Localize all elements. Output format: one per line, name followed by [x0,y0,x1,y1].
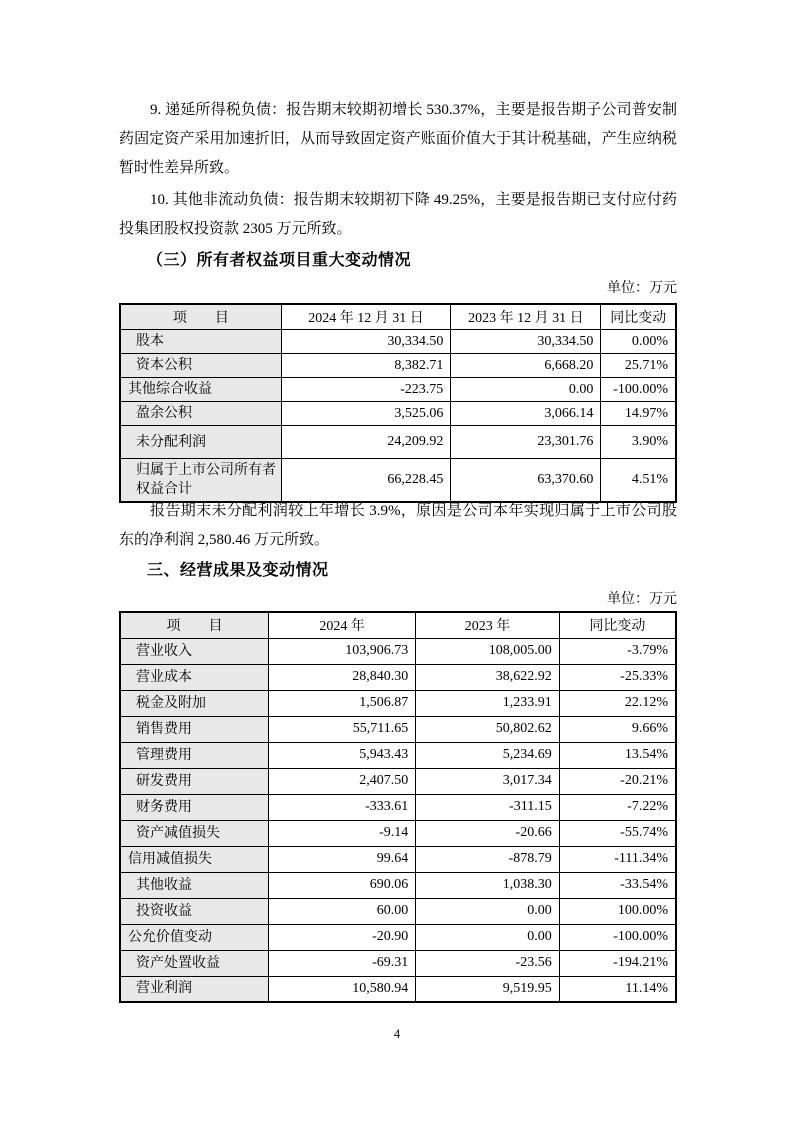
item-cell: 营业收入 [120,638,268,664]
prior-period-cell: 23,301.76 [451,426,601,459]
item-cell: 归属于上市公司所有者权益合计 [120,459,281,503]
operating-results-table [119,611,677,1003]
prior-period-cell: 0.00 [416,924,559,950]
change-cell: -55.74% [559,820,676,846]
current-period-cell: 690.06 [268,872,415,898]
table-row [120,820,676,846]
table-row [120,330,676,354]
current-period-cell: -20.90 [268,924,415,950]
prior-period-cell: 1,038.30 [416,872,559,898]
change-cell: -20.21% [559,768,676,794]
table-row [120,664,676,690]
current-period-cell: 24,209.92 [281,426,451,459]
table-row [120,354,676,378]
current-period-cell: -333.61 [268,794,415,820]
change-cell: -111.34% [559,846,676,872]
paragraph-retained-earnings-note: 报告期末未分配利润较上年增长 3.9%，原因是公司本年实现归属于上市公司股东的净利润 2,580.46 万元所致。 [119,503,677,548]
operating-unit-label: 单位：万元 [607,592,677,607]
current-period-cell: -69.31 [268,950,415,976]
prior-period-cell: -23.56 [416,950,559,976]
equity-changes-table [119,303,677,503]
change-cell: 13.54% [559,742,676,768]
table-row [120,846,676,872]
item-cell: 股本 [120,330,281,354]
item-cell: 营业利润 [120,976,268,1002]
item-cell: 其他综合收益 [120,378,281,402]
current-period-cell: 66,228.45 [281,459,451,503]
change-cell: 11.14% [559,976,676,1002]
change-cell: -3.79% [559,638,676,664]
item-cell: 资产处置收益 [120,950,268,976]
table-row [120,690,676,716]
prior-period-cell: 3,066.14 [451,402,601,426]
column-header-2: 2023 年 12 月 31 日 [451,304,601,330]
table-row [120,426,676,459]
column-header-3: 同比变动 [601,304,676,330]
item-cell: 财务费用 [120,794,268,820]
prior-period-cell: 5,234.69 [416,742,559,768]
table-row [120,924,676,950]
prior-period-cell: -311.15 [416,794,559,820]
current-period-cell: 1,506.87 [268,690,415,716]
table-row [120,638,676,664]
prior-period-cell: -20.66 [416,820,559,846]
table-row [120,378,676,402]
equity-section-heading: （三）所有者权益项目重大变动情况 [147,252,412,269]
header-row [120,612,676,638]
item-cell: 公允价值变动 [120,924,268,950]
item-cell: 销售费用 [120,716,268,742]
item-cell: 资本公积 [120,354,281,378]
change-cell: -25.33% [559,664,676,690]
header-row [120,304,676,330]
change-cell: 0.00% [601,330,676,354]
prior-period-cell: -878.79 [416,846,559,872]
current-period-cell: -9.14 [268,820,415,846]
page-number: 4 [393,1026,401,1041]
item-cell: 未分配利润 [120,426,281,459]
change-cell: -194.21% [559,950,676,976]
prior-period-cell: 0.00 [451,378,601,402]
table-row [120,976,676,1002]
paragraph-deferred-tax-liabilities: 9. 递延所得税负债：报告期末较期初增长 530.37%，主要是报告期子公司普安制药固定资产采用加速折旧，从而导致固定资产账面价值大于其计税基础，产生应纳税暂时性差异所致。 [119,102,677,176]
current-period-cell: 55,711.65 [268,716,415,742]
change-cell: 100.00% [559,898,676,924]
current-period-cell: 30,334.50 [281,330,451,354]
current-period-cell: 99.64 [268,846,415,872]
table-row [120,872,676,898]
table-row [120,459,676,503]
change-cell: -100.00% [601,378,676,402]
change-cell: 14.97% [601,402,676,426]
column-header-2: 2023 年 [416,612,559,638]
table-row [120,768,676,794]
change-cell: 22.12% [559,690,676,716]
item-cell: 税金及附加 [120,690,268,716]
current-period-cell: 5,943.43 [268,742,415,768]
item-cell: 研发费用 [120,768,268,794]
current-period-cell: 2,407.50 [268,768,415,794]
table-row [120,716,676,742]
prior-period-cell: 3,017.34 [416,768,559,794]
operating-section-heading: 三、经营成果及变动情况 [147,562,329,579]
current-period-cell: 60.00 [268,898,415,924]
column-header-0: 项 目 [120,304,281,330]
table-row [120,402,676,426]
column-header-1: 2024 年 [268,612,415,638]
item-cell: 营业成本 [120,664,268,690]
current-period-cell: 103,906.73 [268,638,415,664]
current-period-cell: 28,840.30 [268,664,415,690]
item-cell: 其他收益 [120,872,268,898]
current-period-cell: 10,580.94 [268,976,415,1002]
change-cell: 3.90% [601,426,676,459]
item-cell: 管理费用 [120,742,268,768]
prior-period-cell: 30,334.50 [451,330,601,354]
prior-period-cell: 50,802.62 [416,716,559,742]
current-period-cell: -223.75 [281,378,451,402]
change-cell: -33.54% [559,872,676,898]
column-header-3: 同比变动 [559,612,676,638]
change-cell: 9.66% [559,716,676,742]
equity-unit-label: 单位：万元 [607,281,677,296]
table-row [120,950,676,976]
current-period-cell: 8,382.71 [281,354,451,378]
prior-period-cell: 9,519.95 [416,976,559,1002]
item-cell: 盈余公积 [120,402,281,426]
prior-period-cell: 6,668.20 [451,354,601,378]
prior-period-cell: 63,370.60 [451,459,601,503]
change-cell: -100.00% [559,924,676,950]
column-header-1: 2024 年 12 月 31 日 [281,304,451,330]
prior-period-cell: 108,005.00 [416,638,559,664]
table-row [120,742,676,768]
item-cell: 投资收益 [120,898,268,924]
table-row [120,898,676,924]
prior-period-cell: 1,233.91 [416,690,559,716]
prior-period-cell: 0.00 [416,898,559,924]
table-row [120,794,676,820]
change-cell: 4.51% [601,459,676,503]
change-cell: -7.22% [559,794,676,820]
item-cell: 信用减值损失 [120,846,268,872]
item-cell: 资产减值损失 [120,820,268,846]
current-period-cell: 3,525.06 [281,402,451,426]
prior-period-cell: 38,622.92 [416,664,559,690]
column-header-0: 项 目 [120,612,268,638]
change-cell: 25.71% [601,354,676,378]
paragraph-other-noncurrent-liabilities: 10. 其他非流动负债：报告期末较期初下降 49.25%，主要是报告期已支付应付药投集团股权投资款 2305 万元所致。 [119,192,677,237]
